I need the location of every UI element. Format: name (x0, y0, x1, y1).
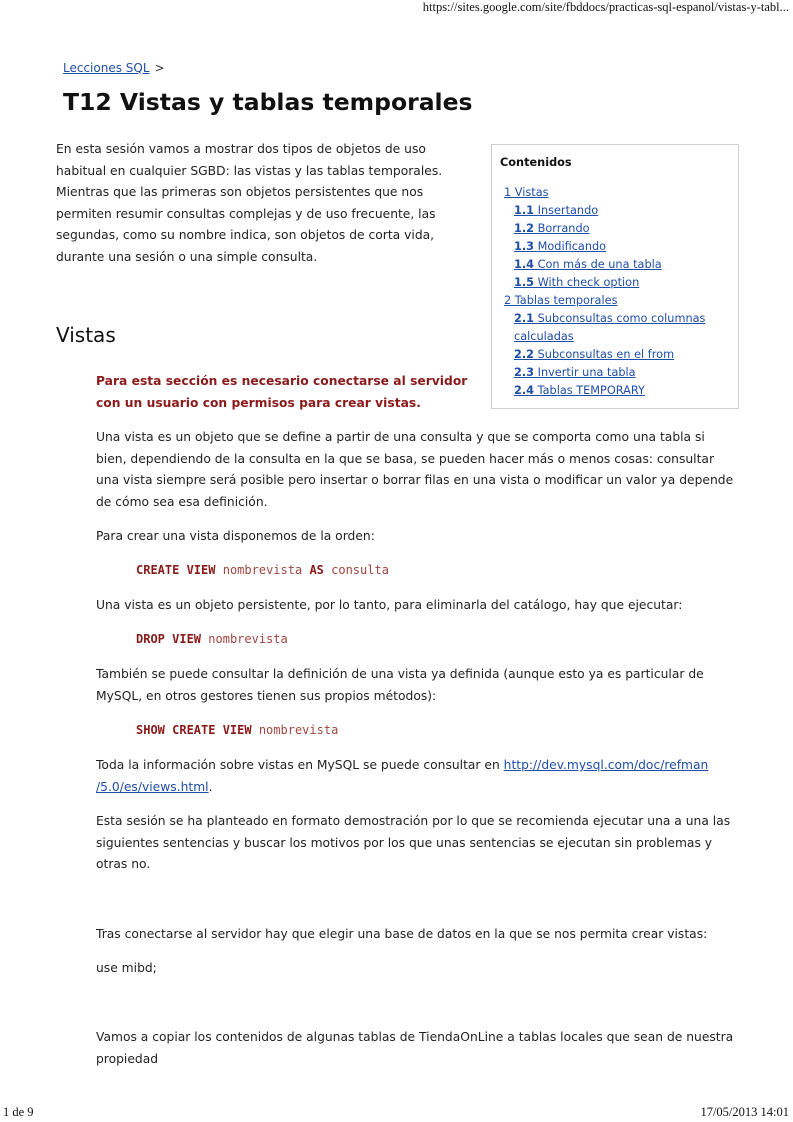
section-title-vistas: Vistas (56, 323, 116, 347)
page-title: T12 Vistas y tablas temporales (63, 88, 473, 116)
code-create-view: CREATE VIEW nombrevista AS consulta (136, 563, 389, 577)
print-footer-page: 1 de 9 (3, 1105, 34, 1119)
toc-item-tablas-temporales[interactable]: 2 Tablas temporales (504, 294, 618, 307)
intro-paragraph: En esta sesión vamos a mostrar dos tipos de objetos de uso habitual en cualquier SGBD: las vistas y las tablas temporales. Mientras que las primeras son objetos persistentes que nos permiten resumir consultas complejas y de uso frecuente, las segundas, como su nombre indica, son objetos de corta vida, durante una sesión o una simple consulta. (56, 142, 443, 264)
toc-item-invertir-tabla[interactable]: 2.3 Invertir una tabla (514, 366, 636, 379)
toc-item-con-mas-de-una-tabla[interactable]: 1.4 Con más de una tabla (514, 258, 662, 271)
permissions-warning: Para esta sección es necesario conectarse al servidor con un usuario con permisos para crear vistas. (96, 374, 468, 410)
toc-item-vistas[interactable]: 1 Vistas (504, 186, 549, 199)
toc-item-with-check-option[interactable]: 1.5 With check option (514, 276, 640, 289)
paragraph-copy-tables: Vamos a copiar los contenidos de algunas tablas de TiendaOnLine a tablas locales que sean de nuestra propiedad (96, 1030, 734, 1066)
breadcrumb (63, 61, 165, 75)
paragraph-drop-intro: Una vista es un objeto persistente, por lo tanto, para eliminarla del catálogo, hay que ejecutar: (96, 598, 683, 612)
toc-item-borrando[interactable]: 1.2 Borrando (514, 222, 590, 235)
code-drop-view: DROP VIEW nombrevista (136, 632, 288, 646)
paragraph-create-intro: Para crear una vista disponemos de la orden: (96, 529, 375, 543)
toc-item-subconsultas-columnas[interactable]: 2.1 Subconsultas como columnas calculadas (514, 312, 706, 343)
print-footer-datetime: 17/05/2013 14:01 (700, 1105, 789, 1119)
breadcrumb-link-lecciones-sql[interactable]: Lecciones SQL (63, 61, 150, 75)
toc-item-subconsultas-from[interactable]: 2.2 Subconsultas en el from (514, 348, 675, 361)
toc-item-modificando[interactable]: 1.3 Modificando (514, 240, 607, 253)
print-header-url: https://sites.google.com/site/fbddocs/practicas-sql-espanol/vistas-y-tabl... (422, 0, 789, 14)
toc-item-insertando[interactable]: 1.1 Insertando (514, 204, 599, 217)
toc-item-tablas-temporary[interactable]: 2.4 Tablas TEMPORARY (514, 384, 645, 397)
toc-title: Contenidos (500, 156, 572, 169)
mysql-docs-link[interactable]: http://dev.mysql.com/doc/refman /5.0/es/views.html (96, 758, 709, 794)
paragraph-definition: Una vista es un objeto que se define a partir de una consulta y que se comporta como una tabla si bien, dependiendo de la consulta en la que se basa, se pueden hacer más o menos cosas: consultar una vista siempre será posible pero insertar o borrar filas en una vista o modificar un valor ya depende de cómo sea esa definición. (96, 430, 734, 509)
paragraph-demo-format: Esta sesión se ha planteado en formato demostración por lo que se recomienda ejecutar una a una las siguientes sentencias y buscar los motivos por los que unas sentencias se ejecutan sin problemas y otras no. (96, 814, 731, 871)
breadcrumb-separator: > (154, 61, 165, 75)
paragraph-show-intro: También se puede consultar la definición de una vista ya definida (aunque esto ya es particular de MySQL, en otros gestores tienen sus propios métodos): (96, 667, 704, 703)
table-of-contents (491, 144, 739, 409)
statement-use-db: use mibd; (96, 961, 157, 975)
paragraph-choose-db: Tras conectarse al servidor hay que elegir una base de datos en la que se nos permita crear vistas: (96, 927, 708, 941)
paragraph-mysql-docs: Toda la información sobre vistas en MySQL se puede consultar en http://dev.mysql.com/doc/refman /5.0/es/views.html. (96, 758, 709, 794)
code-show-create-view: SHOW CREATE VIEW nombrevista (136, 723, 339, 737)
